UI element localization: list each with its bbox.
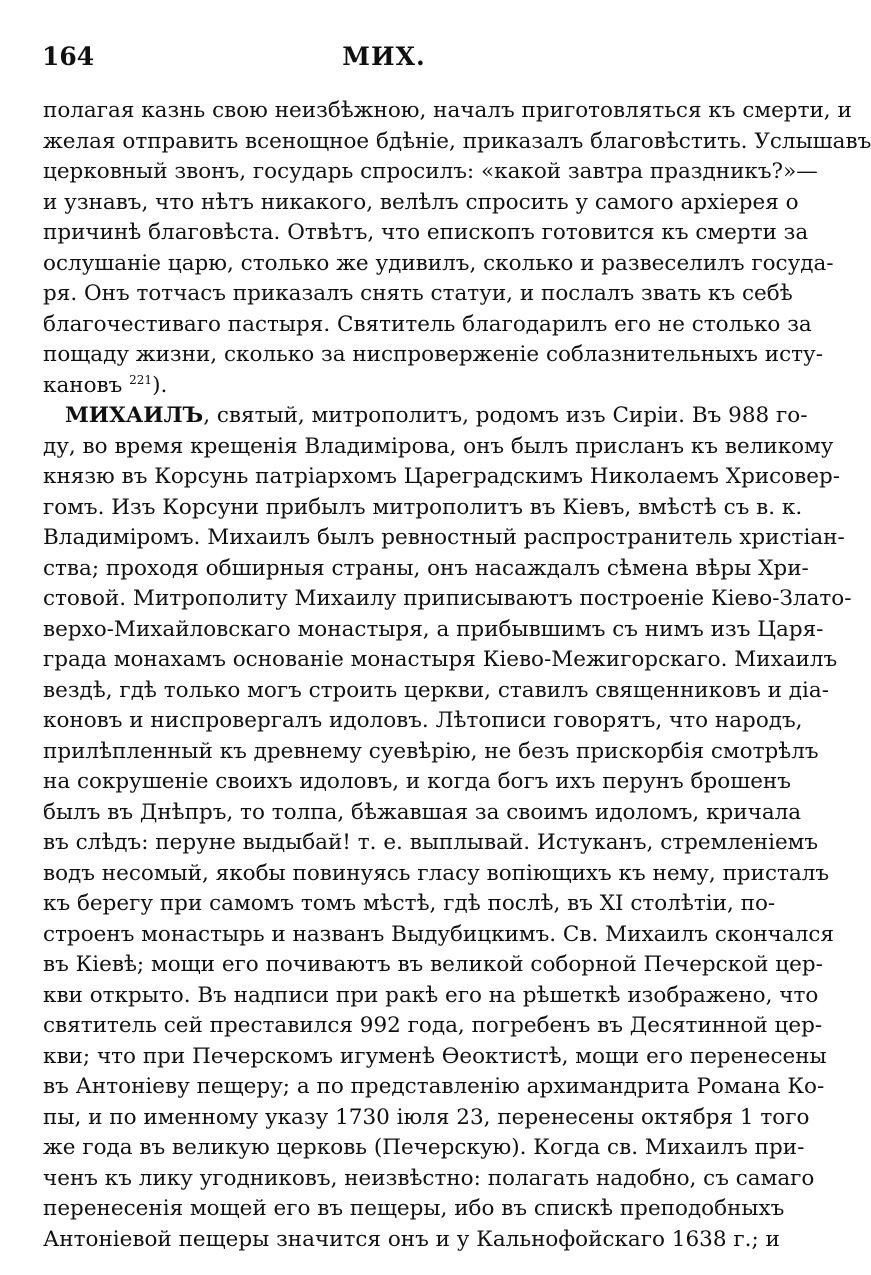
text-line: града монахамъ основаніе монастыря Кіево-Межигорскаго. Михаилъ: [43, 647, 838, 672]
text-line: водъ несомый, якобы повинуясь гласу вопіющихъ къ нему, присталъ: [43, 860, 830, 886]
text-line: пощаду жизни, сколько за ниспроверженіе соблазнительныхъ исту-: [43, 342, 823, 367]
text-fragment: ).: [152, 372, 168, 398]
text-line: ства; проходя обширныя страны, онъ насаждалъ сѣмена вѣры Хри-: [43, 555, 809, 581]
text-line: строенъ монастырь и названъ Выдубицкимъ. Св. Михаилъ скончался: [43, 921, 834, 947]
text-line: прилѣпленный къ древнему суевѣрію, не безъ прискорбія смотрѣлъ: [43, 738, 819, 764]
text-line: въ Антоніеву пещеру; а по представленію архимандрита Романа Ко-: [43, 1074, 825, 1099]
body-text: [43, 96, 871, 1255]
text-line: и узнавъ, что нѣтъ никакого, велѣлъ спросить у самого архіерея о: [43, 189, 799, 215]
running-head: МИХ.: [342, 42, 426, 71]
text-line: въ слѣдъ: перуне выдыбай! т. е. выплывай. Истуканъ, стремленіемъ: [43, 830, 819, 855]
text-fragment: кановъ: [43, 372, 130, 398]
text-line: перенесенія мощей его въ пещеры, ибо въ спискѣ преподобныхъ: [43, 1196, 785, 1221]
entry-headword: МИХАИЛЪ: [65, 403, 204, 428]
text-line: причинѣ благовѣста. Отвѣтъ, что епископъ готовится къ смерти за: [43, 220, 809, 245]
text-line: кви открыто. Въ надписи при ракѣ его на рѣшеткѣ изображено, что: [43, 982, 819, 1008]
footnote-reference: 221: [129, 372, 153, 387]
text-line-last: [43, 371, 725, 402]
text-line: князю въ Корсунь патріархомъ Цареградскимъ Николаемъ Хрисовер-: [43, 464, 841, 489]
text-line: вездѣ, гдѣ только могъ строить церкви, ставилъ священниковъ и діа-: [43, 677, 829, 703]
text-fragment: , святый, митрополитъ, родомъ изъ Сиріи. Въ 988 го-: [203, 403, 808, 428]
text-line: кви; что при Печерскомъ игуменѣ Ѳеоктистѣ, мощи его перенесены: [43, 1043, 827, 1069]
text-line: Антоніевой пещеры значится онъ и у Кальнофойскаго 1638 г.; и: [43, 1226, 780, 1252]
text-line: коновъ и ниспровергалъ идоловъ. Лѣтописи говорятъ, что народъ,: [43, 708, 803, 733]
text-line: же года въ великую церковь (Печерскую). Когда св. Михаилъ при-: [43, 1135, 805, 1160]
page-number: 164: [42, 42, 95, 71]
paragraph-entry-mikhail: [43, 401, 852, 1255]
text-line: гомъ. Изъ Корсуни прибылъ митрополитъ въ Кіевъ, вмѣстѣ съ в. к.: [43, 494, 803, 520]
text-line: ря. Онъ тотчасъ приказалъ снять статуи, и послалъ звать къ себѣ: [43, 281, 793, 306]
text-line: полагая казнь свою неизбѣжною, началъ приготовляться къ смерти, и: [43, 98, 852, 123]
text-line: ду, во время крещенія Владимірова, онъ былъ присланъ къ великому: [43, 433, 834, 459]
text-line: стовой. Митрополиту Михаилу приписываютъ построеніе Кіево-Злато-: [43, 586, 852, 611]
text-line: пы, и по именному указу 1730 іюля 23, перенесены октября 1 того: [43, 1104, 810, 1130]
text-line: святитель сей преставился 992 года, погребенъ въ Десятинной цер-: [43, 1013, 823, 1038]
entry-first-line: [43, 401, 808, 432]
paragraph-continuation: [43, 96, 871, 401]
text-line: на сокрушеніе своихъ идоловъ, и когда богъ ихъ перунъ брошенъ: [43, 769, 791, 794]
text-line: ослушаніе царю, столько же удивилъ, сколько и развеселилъ госуда-: [43, 250, 834, 276]
text-line: благочестиваго пастыря. Святитель благодарилъ его не столько за: [43, 311, 812, 337]
text-line: Владиміромъ. Михаилъ былъ ревностный распространитель христіан-: [43, 525, 845, 550]
text-line: былъ въ Днѣпръ, то толпа, бѣжавшая за своимъ идоломъ, кричала: [43, 799, 802, 825]
text-line: въ Кіевѣ; мощи его почиваютъ въ великой соборной Печерской цер-: [43, 952, 823, 977]
text-line: верхо-Михайловскаго монастыря, а прибывшимъ съ нимъ изъ Царя-: [43, 616, 824, 642]
text-line: желая отправить всенощное бдѣніе, приказалъ благовѣстить. Услышавъ: [43, 128, 871, 154]
text-line: ченъ къ лику угодниковъ, неизвѣстно: полагать надобно, съ самаго: [43, 1165, 815, 1191]
text-line: церковный звонъ, государь спросилъ: «какой завтра праздникъ?»—: [43, 159, 818, 184]
text-line: къ берегу при самомъ томъ мѣстѣ, гдѣ послѣ, въ XI столѣтіи, по-: [43, 891, 776, 916]
page-header: [42, 40, 726, 76]
